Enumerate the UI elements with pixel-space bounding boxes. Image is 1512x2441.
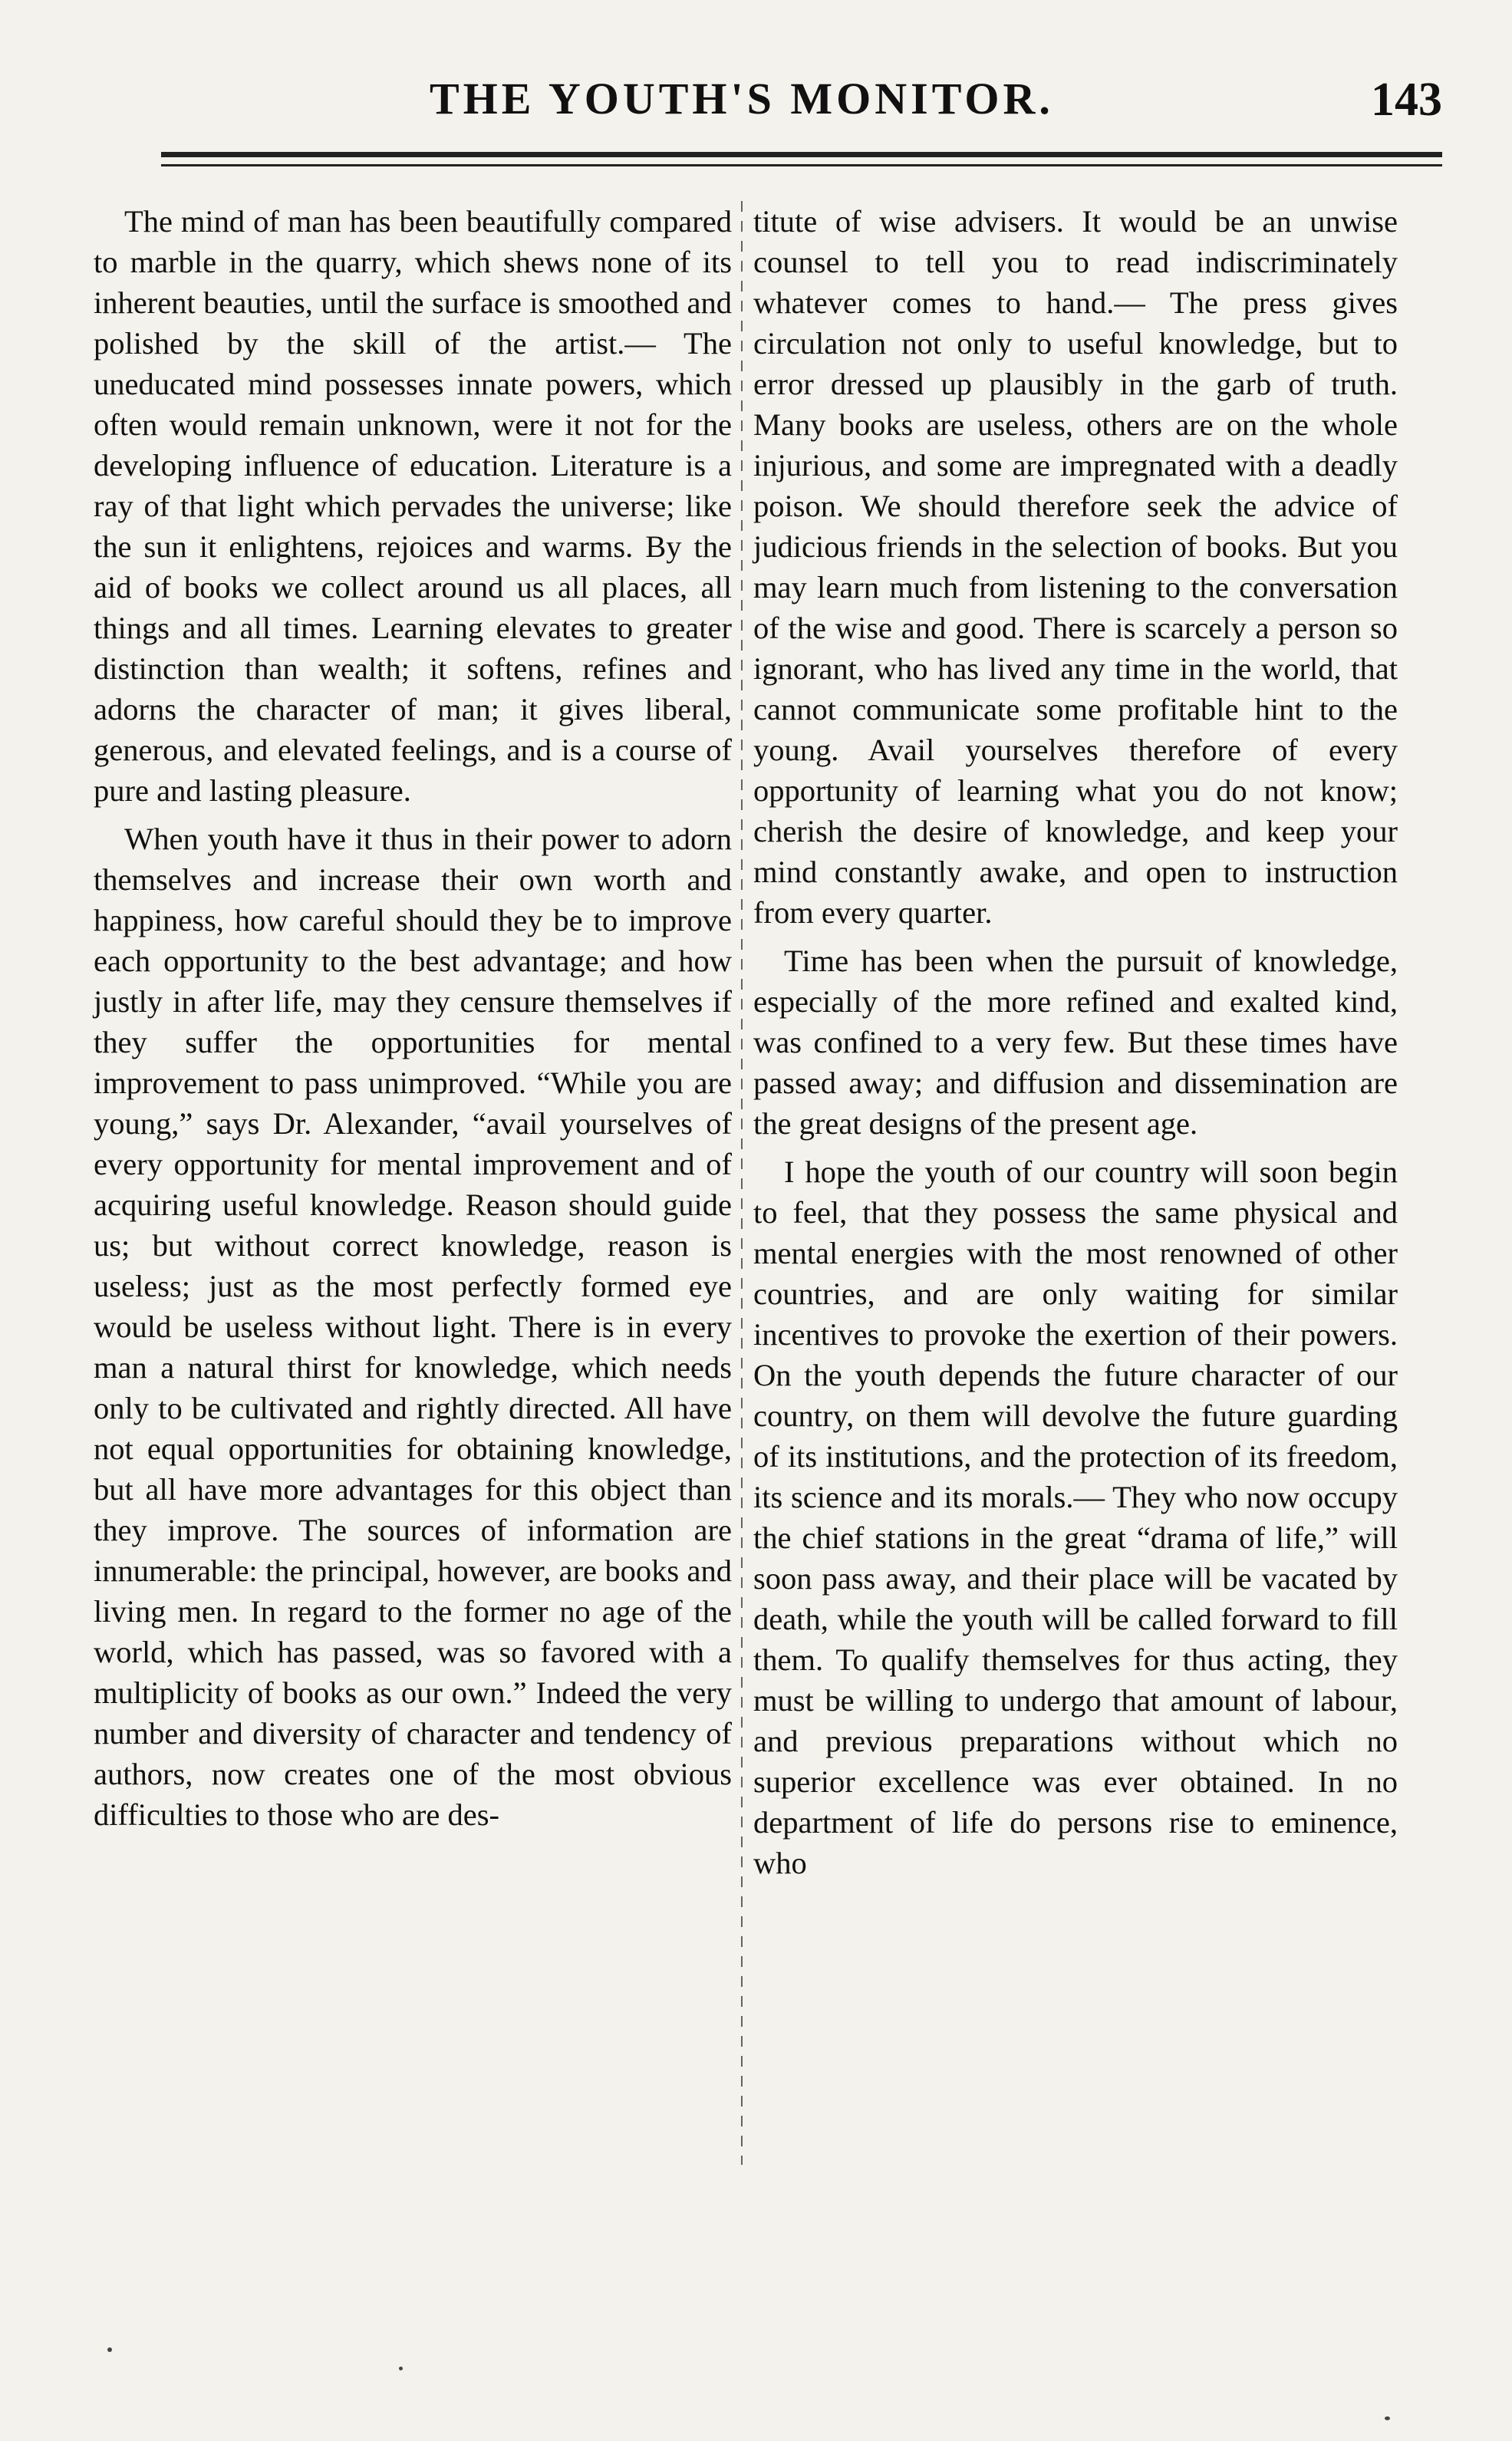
header-rule-thin xyxy=(161,164,1442,166)
header-rule-thick xyxy=(161,152,1442,157)
paper-speck xyxy=(399,2367,403,2370)
paper-speck xyxy=(1385,2416,1390,2420)
left-paragraph-2: When youth have it thus in their power to adorn themselves and increase their own worth and happiness, how careful should they be to improve each opportunity to the best advantage; and how justly in after life, may they censure themselves if they suffer the opportunities for mental improvement to pass unimproved. “While you are young,” says Dr. Alexander, “avail yourselves of every opportunity for mental improvement and of acquiring useful knowledge. Reason should guide us; but without correct knowledge, reason is useless; just as the most perfectly formed eye would be useless without light. There is in every man a natural thirst for knowledge, which needs only to be cultivated and rightly directed. All have not equal opportunities for obtaining knowledge, but all have more advantages for this object than they improve. The sources of information are innumerable: the principal, however, are books and living men. In regard to the former no age of the world, which has passed, was so favored with a multiplicity of books as our own.” Indeed the very number and diversity of character and tendency of authors, now creates one of the most obvious difficulties to those who are des- xyxy=(94,822,732,1832)
right-column xyxy=(753,201,1398,1883)
right-paragraph-2: Time has been when the pursuit of knowledge, especially of the more refined and exalted kind, was confined to a very few. But these times have passed away; and diffusion and dissemination are the great designs of the present age. xyxy=(753,944,1398,1141)
left-paragraph-1: The mind of man has been beautifully compared to marble in the quarry, which shews none of its inherent beauties, until the surface is smoothed and polished by the skill of the artist.— The uneducated mind possesses innate powers, which often would remain unknown, were it not for the developing influence of education. Literature is a ray of that light which pervades the universe; like the sun it enlightens, rejoices and warms. By the aid of books we collect around us all places, all things and all times. Learning elevates to greater distinction than wealth; it softens, refines and adorns the character of man; it gives liberal, generous, and elevated feelings, and is a course of pure and lasting pleasure. xyxy=(94,204,732,808)
paper-speck xyxy=(107,2347,112,2352)
left-column xyxy=(94,201,732,1835)
right-paragraph-3: I hope the youth of our country will soon begin to feel, that they possess the same physical and mental energies with the most renowned of other countries, and are only waiting for similar incentives to provoke the exertion of their powers. On the youth depends the future character of our country, on them will devolve the future guarding of its institutions, and the protection of its freedom, its science and its morals.— They who now occupy the chief stations in the great “drama of life,” will soon pass away, and their place will be vacated by death, while the youth will be called forward to fill them. To qualify themselves for thus acting, they must be willing to undergo that amount of labour, and previous preparations without which no superior excellence was ever obtained. In no department of life do persons rise to eminence, who xyxy=(753,1155,1398,1880)
right-paragraph-1: titute of wise advisers. It would be an unwise counsel to tell you to read indiscriminately whatever comes to hand.— The press gives circulation not only to useful knowledge, but to error dressed up plausibly in the garb of truth. Many books are useless, others are on the whole injurious, and some are impregnated with a deadly poison. We should therefore seek the advice of judicious friends in the selection of books. But you may learn much from listening to the conversation of the wise and good. There is scarcely a person so ignorant, who has lived any time in the world, that cannot communicate some profitable hint to the young. Avail yourselves therefore of every opportunity of learning what you do not know; cherish the desire of knowledge, and keep your mind constantly awake, and open to instruction from every quarter. xyxy=(753,204,1398,930)
page-header xyxy=(153,73,1442,142)
page-number: 143 xyxy=(1371,74,1442,126)
running-title: THE YOUTH'S MONITOR. xyxy=(430,74,1054,124)
column-divider xyxy=(741,201,743,2165)
